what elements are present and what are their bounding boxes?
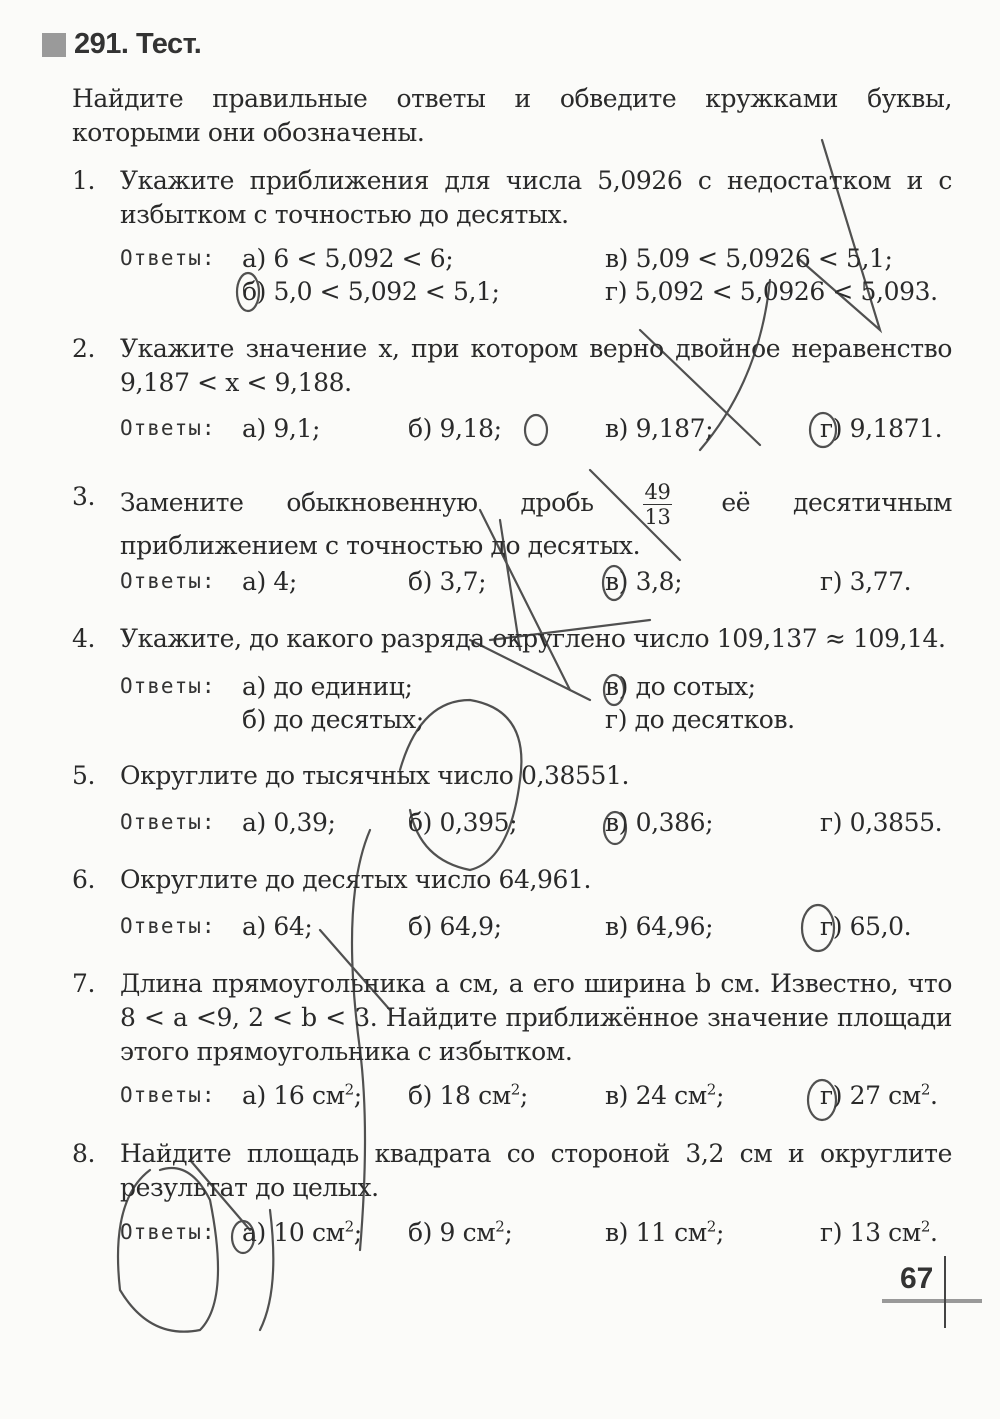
option-b[interactable] <box>408 1216 512 1249</box>
answers-label: Ответы: <box>120 914 216 938</box>
question-4 <box>72 622 952 656</box>
question-1 <box>72 164 952 232</box>
question-3 <box>72 480 952 563</box>
option-a[interactable]: а) 6 < 5,092 < 6; <box>242 244 454 273</box>
answers-8 <box>120 1216 950 1249</box>
option-a[interactable]: а) 64; <box>242 912 313 941</box>
punct: . <box>929 1081 938 1110</box>
question-text: Длина прямоугольника a см, а его ширина b см. Известно, что 8 < a <9, 2 < b < 3. Найдите приближённое значение площади этого прямоугольника с избытком. <box>120 969 952 1066</box>
page-number-underline <box>882 1299 982 1303</box>
punct: ; <box>519 1081 528 1110</box>
option-a[interactable]: а) 0,39; <box>242 808 336 837</box>
option-v[interactable]: в) 64,96; <box>605 912 714 941</box>
option-g[interactable]: г) 3,77. <box>820 567 912 596</box>
punct: ; <box>353 1218 362 1247</box>
answers-label: Ответы: <box>120 1220 216 1244</box>
instruction-text: Найдите правильные ответы и обведите кружками буквы, которыми они обозначены. <box>72 84 952 147</box>
exercise-title: 291. Тест. <box>74 28 202 60</box>
exponent: 2 <box>920 1080 930 1099</box>
punct: ; <box>353 1081 362 1110</box>
option-a[interactable] <box>242 1079 362 1112</box>
answers-5 <box>120 806 950 839</box>
answers-4-row1 <box>120 670 950 703</box>
page-number: 67 <box>900 1262 934 1295</box>
option-b[interactable]: б) 0,395; <box>408 808 518 837</box>
answers-7 <box>120 1079 950 1112</box>
option-v[interactable] <box>605 1079 724 1112</box>
punct: ; <box>715 1218 724 1247</box>
option-v[interactable]: в) 9,187; <box>605 414 714 443</box>
answers-1-row2 <box>120 275 950 308</box>
question-text: Укажите, до какого разряда округлено число 109,137 ≈ 109,14. <box>120 624 946 653</box>
exponent: 2 <box>344 1080 354 1099</box>
exponent: 2 <box>706 1080 716 1099</box>
question-number: 6. <box>72 865 96 894</box>
answers-2 <box>120 412 950 445</box>
option-text: б) 18 см <box>408 1081 511 1110</box>
question-text: Укажите значение x, при котором верно двойное неравенство 9,187 < x < 9,188. <box>120 334 952 397</box>
question-number: 3. <box>72 482 96 511</box>
option-g[interactable] <box>820 1216 938 1249</box>
option-g[interactable]: г) до десятков. <box>605 705 795 734</box>
answers-label: Ответы: <box>120 569 216 593</box>
option-b[interactable]: б) 9,18; <box>408 414 502 443</box>
answers-3 <box>120 565 950 598</box>
option-g[interactable]: г) 65,0. <box>820 912 912 941</box>
exponent: 2 <box>344 1217 354 1236</box>
option-b[interactable] <box>408 1079 528 1112</box>
option-b[interactable]: б) 64,9; <box>408 912 502 941</box>
exponent: 2 <box>920 1217 930 1236</box>
answers-label: Ответы: <box>120 810 216 834</box>
answers-4-row2 <box>120 703 950 736</box>
question-text: Округлите до десятых число 64,961. <box>120 865 592 894</box>
denominator: 13 <box>644 505 671 529</box>
text-part: Замените обыкновенную дробь <box>120 488 594 517</box>
question-number: 7. <box>72 969 96 998</box>
option-text: а) 16 см <box>242 1081 345 1110</box>
punct: ; <box>715 1081 724 1110</box>
option-b[interactable]: б) 3,7; <box>408 567 487 596</box>
option-g[interactable]: г) 0,3855. <box>820 808 943 837</box>
question-5 <box>72 759 952 793</box>
option-text: г) 27 см <box>820 1081 921 1110</box>
option-v[interactable]: в) 3,8; <box>605 567 683 596</box>
answers-label: Ответы: <box>120 1083 216 1107</box>
answers-label: Ответы: <box>120 416 216 440</box>
punct: ; <box>504 1218 513 1247</box>
question-2 <box>72 332 952 400</box>
option-a[interactable]: а) 9,1; <box>242 414 320 443</box>
option-a[interactable]: а) 4; <box>242 567 297 596</box>
option-g[interactable] <box>820 1079 938 1112</box>
question-6 <box>72 863 952 897</box>
option-v[interactable]: в) 0,386; <box>605 808 714 837</box>
question-8 <box>72 1137 952 1205</box>
answers-label: Ответы: <box>120 246 216 270</box>
question-number: 2. <box>72 334 96 363</box>
question-text: Укажите приближения для числа 5,0926 с недостатком и с избытком с точностью до десятых. <box>120 166 952 229</box>
option-a[interactable] <box>242 1216 362 1249</box>
page-number-divider <box>944 1256 946 1328</box>
question-number: 4. <box>72 624 96 653</box>
question-text <box>120 480 952 563</box>
question-number: 5. <box>72 761 96 790</box>
square-marker-icon <box>42 33 66 57</box>
question-text: Найдите площадь квадрата со стороной 3,2 см и округлите результат до целых. <box>120 1139 952 1202</box>
fraction <box>643 480 673 529</box>
option-v[interactable]: в) 5,09 < 5,0926 < 5,1; <box>605 244 893 273</box>
exponent: 2 <box>706 1217 716 1236</box>
exponent: 2 <box>495 1217 505 1236</box>
exercise-header <box>42 28 201 61</box>
option-g[interactable]: г) 5,092 < 5,0926 < 5,093. <box>605 277 938 306</box>
question-7 <box>72 967 952 1069</box>
option-text: в) 11 см <box>605 1218 707 1247</box>
exponent: 2 <box>510 1080 520 1099</box>
numerator: 49 <box>644 480 671 504</box>
punct: . <box>929 1218 938 1247</box>
option-text: а) 10 см <box>242 1218 345 1247</box>
text-part: её десятичным приближением с точностью до десятых. <box>120 488 953 560</box>
option-g[interactable]: г) 9,1871. <box>820 414 943 443</box>
question-text: Округлите до тысячных число 0,38551. <box>120 761 630 790</box>
option-a[interactable]: а) до единиц; <box>242 672 413 701</box>
option-v[interactable]: в) до сотых; <box>605 672 756 701</box>
answers-label: Ответы: <box>120 674 216 698</box>
question-number: 8. <box>72 1139 96 1168</box>
option-text: в) 24 см <box>605 1081 707 1110</box>
answers-1-row1 <box>120 242 950 275</box>
question-number: 1. <box>72 166 96 195</box>
option-text: б) 9 см <box>408 1218 496 1247</box>
option-text: г) 13 см <box>820 1218 921 1247</box>
option-v[interactable] <box>605 1216 724 1249</box>
option-b[interactable]: б) 5,0 < 5,092 < 5,1; <box>242 277 500 306</box>
answers-6 <box>120 910 950 943</box>
option-b[interactable]: б) до десятых; <box>242 705 424 734</box>
